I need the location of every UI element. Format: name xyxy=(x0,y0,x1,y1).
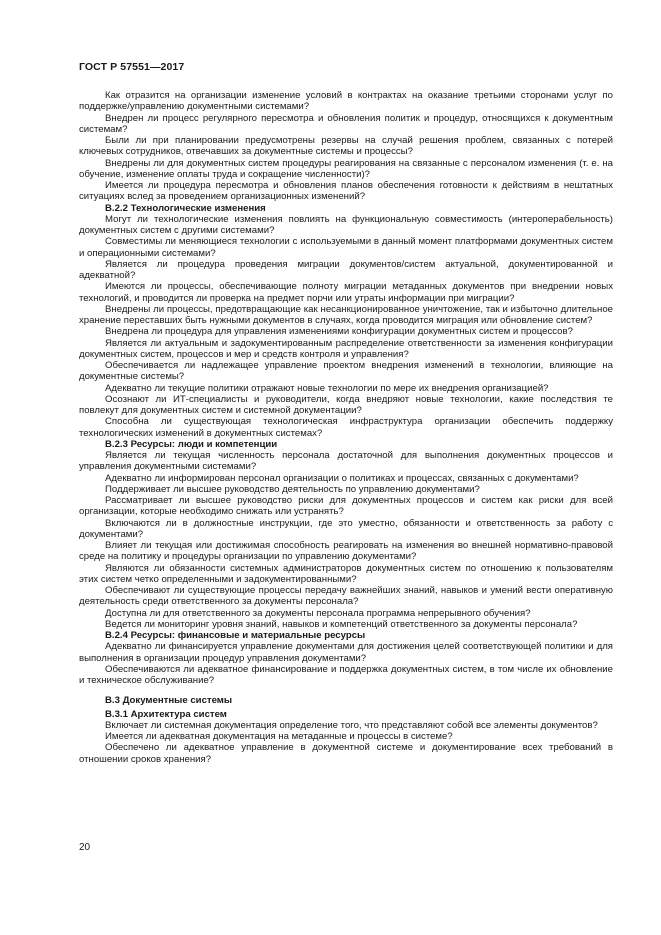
paragraph: Обеспечено ли адекватное управление в документной системе и документирование всех требований в отношении сроков хранения? xyxy=(79,742,613,765)
paragraph: Обеспечивается ли надлежащее управление проектом внедрения изменений в технологии, влияющие на документные системы? xyxy=(79,360,613,383)
paragraph: Влияет ли текущая или достижимая способность реагировать на изменения во внешней нормативно-правовой среде на политику и процедуры организации по управлению документами? xyxy=(79,540,613,563)
paragraph: Являются ли обязанности системных администраторов документных систем по отношению к пользователям этих систем четко определенными и задокументированными? xyxy=(79,562,613,585)
paragraph: Является ли процедура проведения миграции документов/систем актуальной, документированной и адекватной? xyxy=(79,258,613,281)
paragraph: Адекватно ли информирован персонал организации о политиках и процессах, связанных с документами? xyxy=(105,472,579,484)
paragraph: Могут ли технологические изменения повлиять на функциональную совместимость (интероперабельность) документных систем с другими системами? xyxy=(79,213,613,236)
section-heading-b22: В.2.2 Технологические изменения xyxy=(105,202,266,214)
paragraph: Внедрены ли процессы, предотвращающие как несанкционированное уничтожение, так и избыточно длительное хранение переставших быть нужными документов в случаях, когда проводится миграция или обновление систем? xyxy=(79,303,613,326)
paragraph: Имеется ли адекватная документация на метаданные и процессы в системе? xyxy=(105,731,453,742)
paragraph: Является ли актуальным и задокументированным распределение ответственности за изменения конфигурации документных систем, процессов и мер и средств контроля и управления? xyxy=(79,337,613,360)
paragraph: Способна ли существующая технологическая инфраструктура организации обеспечить поддержку технологических изменений в документных системах? xyxy=(79,416,613,439)
paragraph: Включает ли системная документация определение того, что представляют собой все элементы документов? xyxy=(105,719,598,731)
paragraph: Были ли при планировании предусмотрены резервы на случай решения проблем, связанных с потерей ключевых сотрудников, отвечавших за документные системы и процессы? xyxy=(79,135,613,158)
page-header-standard-id: ГОСТ Р 57551—2017 xyxy=(79,61,185,73)
paragraph: Имеется ли процедура пересмотра и обновления планов обеспечения готовности к действиям в нештатных ситуациях вслед за проведением организационных изменений? xyxy=(79,180,613,203)
paragraph: Внедрены ли для документных систем процедуры реагирования на связанные с персоналом изменения (т. е. на обучение, изменение оплаты труда и сокращение численности)? xyxy=(79,157,613,180)
section-heading-b31: В.3.1 Архитектура систем xyxy=(105,708,227,720)
paragraph: Доступна ли для ответственного за документы персонала программа непрерывного обучения? xyxy=(105,607,531,619)
paragraph: Рассматривает ли высшее руководство риски для документных процессов и систем как риски для всей организации, которые необходимо снижать или устранять? xyxy=(79,495,613,518)
section-heading-b24: В.2.4 Ресурсы: финансовые и материальные ресурсы xyxy=(105,630,366,641)
paragraph: Поддерживает ли высшее руководство деятельность по управлению документами? xyxy=(105,483,480,495)
paragraph: Совместимы ли меняющиеся технологии с используемыми в данный момент платформами документных систем и операционными системами? xyxy=(79,236,613,259)
paragraph: Является ли текущая численность персонала достаточной для выполнения документных процессов и управления документными системами? xyxy=(79,450,613,473)
section-heading-b3: В.3 Документные системы xyxy=(105,695,233,707)
section-heading-b23: В.2.3 Ресурсы: люди и компетенции xyxy=(105,438,278,450)
paragraph: Адекватно ли текущие политики отражают новые технологии по мере их внедрения организацией? xyxy=(105,382,549,394)
paragraph: Обеспечивают ли существующие процессы передачу важнейших знаний, навыков и умений вести оперативную деятельность среди ответственного за документы персонала? xyxy=(79,585,613,608)
paragraph: Внедрена ли процедура для управления изменениями конфигурации документных систем и процессов? xyxy=(105,326,573,338)
paragraph: Включаются ли в должностные инструкции, где это уместно, обязанности и ответственность за работу с документами? xyxy=(79,517,613,540)
page-body xyxy=(79,90,613,765)
paragraph: Адекватно ли финансируется управление документами для достижения целей соответствующей политики и для выполнения в организации процедур управления документами? xyxy=(79,641,613,664)
paragraph: Как отразится на организации изменение условий в контрактах на оказание третьими сторонами услуг по поддержке/управлению документными системами? xyxy=(79,90,613,113)
paragraph: Ведется ли мониторинг уровня знаний, навыков и компетенций ответственного за документы персонала? xyxy=(105,618,578,630)
paragraph: Осознают ли ИТ-специалисты и руководители, когда внедряют новые технологии, какие последствия те повлекут для документных систем и системной документации? xyxy=(79,393,613,416)
page-number: 20 xyxy=(79,842,91,853)
paragraph: Внедрен ли процесс регулярного пересмотра и обновления политик и процедур, относящихся к документным системам? xyxy=(79,112,613,135)
paragraph: Обеспечиваются ли адекватное финансирование и поддержка документных систем, в том числе их обновление и техническое обслуживание? xyxy=(79,663,613,686)
paragraph: Имеются ли процессы, обеспечивающие полноту миграции метаданных документов при внедрении новых технологий, и проводится ли проверка на предмет порчи или утраты информации при миграции? xyxy=(79,281,613,304)
